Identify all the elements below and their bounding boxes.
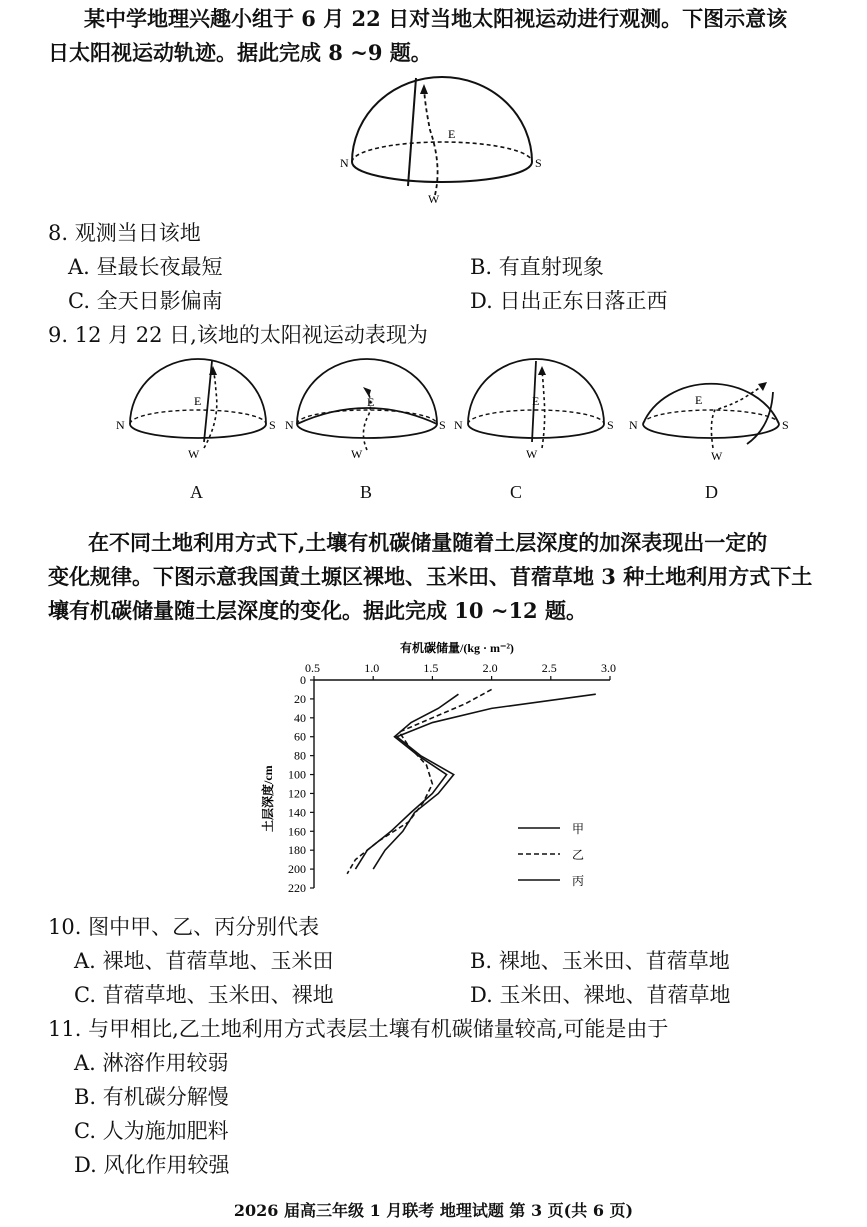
horizon-back [352,142,532,162]
dir-n: N [340,156,349,170]
opt-d-e: E [695,393,703,407]
q11-option-a: A. 淋溶作用较弱 [74,1051,229,1075]
x-tick-label: 0.5 [305,661,320,675]
opt-a-e: E [194,394,202,408]
sun-path-arrow [420,84,428,94]
option-label-a: A [190,482,203,502]
opt-c-s: S [607,418,614,432]
horizon-front [352,162,532,182]
opt-c-w: W [526,447,538,461]
q11-stem: 11. 与甲相比,乙土地利用方式表层土壤有机碳储量较高,可能是由于 [48,1017,669,1041]
series-line-丙 [373,694,596,869]
q10-option-b: B. 裸地、玉米田、苜蓿草地 [470,949,730,973]
q10-option-d: D. 玉米田、裸地、苜蓿草地 [470,983,731,1007]
legend-label-丙: 丙 [572,874,585,888]
soil-carbon-chart [250,632,630,902]
opt-a-w: W [188,447,200,461]
dir-w: W [428,192,440,206]
intro1-line2: 日太阳视运动轨迹。据此完成 8 ~9 题。 [48,40,432,65]
y-tick-label: 140 [288,805,306,820]
meridian-line [408,78,416,186]
dir-e: E [448,127,456,141]
x-tick-label: 2.5 [541,661,557,675]
q10-option-a: A. 裸地、苜蓿草地、玉米田 [74,949,334,973]
y-tick-label: 40 [294,710,306,725]
q8-stem: 8. 观测当日该地 [48,221,201,245]
opt-d-s: S [782,418,789,432]
y-tick-label: 100 [288,767,306,782]
q10-option-c: C. 苜蓿草地、玉米田、裸地 [74,983,334,1007]
opt-a-n: N [116,418,125,432]
y-tick-label: 80 [294,748,306,763]
opt-b-s: S [439,418,446,432]
x-tick-label: 1.5 [423,661,439,675]
x-tick-label: 1.0 [364,661,380,675]
series-line-乙 [347,689,491,873]
opt-d-n: N [629,418,638,432]
y-tick-label: 160 [288,824,306,839]
opt-b-e: E [367,395,375,409]
q11-option-c: C. 人为施加肥料 [74,1119,229,1143]
legend-label-甲: 甲 [572,822,585,836]
intro2-line1: 在不同土地利用方式下,土壤有机碳储量随着土层深度的加深表现出一定的 [88,530,768,555]
opt-c-n: N [454,418,463,432]
dome-arc [352,77,532,162]
y-tick-label: 200 [288,862,306,877]
intro2-line2: 变化规律。下图示意我国黄土塬区裸地、玉米田、苜蓿草地 3 种土地利用方式下土 [48,564,813,589]
dome-option-a [112,352,287,467]
chart-xlabel: 有机碳储量/(kg · m⁻²) [400,641,514,655]
q8-option-a: A. 昼最长夜最短 [68,255,223,279]
dome-option-c [452,352,627,467]
legend-label-乙: 乙 [572,848,585,862]
option-label-d: D [705,482,718,502]
opt-d-w: W [711,449,723,463]
y-tick-label: 220 [288,881,306,895]
q8-option-d: D. 日出正东日落正西 [470,289,668,313]
y-tick-label: 120 [288,786,306,801]
q11-option-b: B. 有机碳分解慢 [74,1085,229,1109]
intro2-line3: 壤有机碳储量随土层深度的变化。据此完成 10 ~12 题。 [48,598,587,623]
dome-option-b [285,352,455,467]
y-tick-label: 0 [300,673,306,687]
q10-stem: 10. 图中甲、乙、丙分别代表 [48,915,320,939]
q8-option-c: C. 全天日影偏南 [68,289,223,313]
option-label-b: B [360,482,373,502]
page-footer: 2026 届高三年级 1 月联考 地理试题 第 3 页(共 6 页) [233,1201,634,1220]
x-tick-label: 3.0 [601,661,616,675]
y-tick-label: 180 [288,843,306,858]
x-tick-label: 2.0 [482,661,498,675]
opt-b-w: W [351,447,363,461]
q9-stem: 9. 12 月 22 日,该地的太阳视运动表现为 [48,323,428,347]
option-label-c: C [510,482,523,502]
sun-path-dome-main [330,70,560,210]
dir-s: S [535,156,542,170]
chart-ylabel: 土层深度/cm [261,765,275,832]
y-tick-label: 20 [294,691,306,706]
opt-a-s: S [269,418,276,432]
opt-c-e: E [532,394,540,408]
intro1-line1: 某中学地理兴趣小组于 6 月 22 日对当地太阳视运动进行观测。下图示意该 [84,6,788,31]
y-tick-label: 60 [294,729,306,744]
sun-path [424,88,438,195]
dome-option-d [625,352,800,467]
q11-option-d: D. 风化作用较强 [74,1153,230,1177]
opt-b-n: N [285,418,294,432]
q8-option-b: B. 有直射现象 [470,255,604,279]
